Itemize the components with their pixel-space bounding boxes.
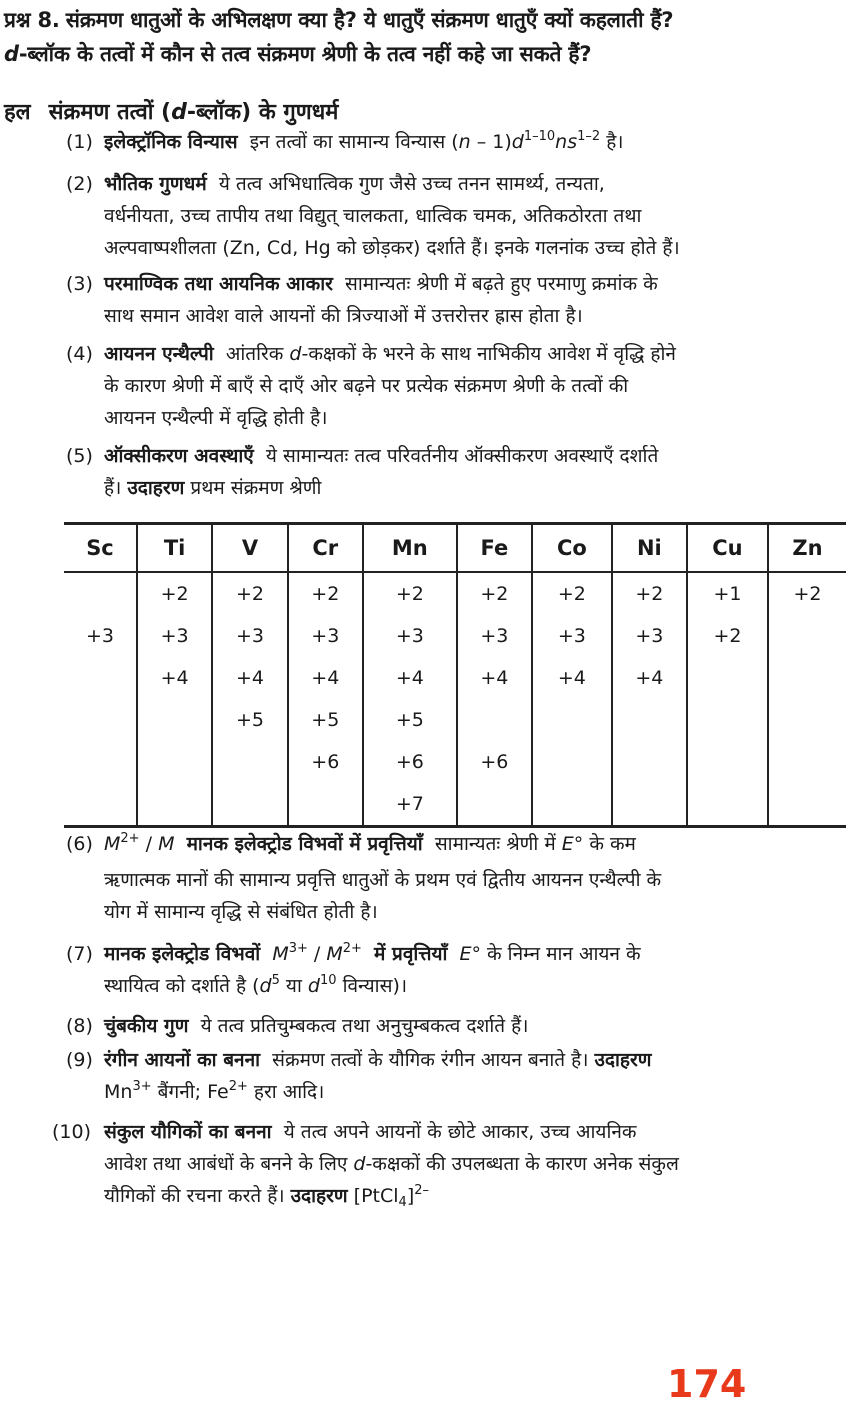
property-item-9 xyxy=(66,1044,846,1108)
column-header: Sc xyxy=(64,524,137,573)
item-text: योग में सामान्य वृद्धि से संबंधित होती है। xyxy=(104,901,378,923)
superscript: 5 xyxy=(271,973,280,988)
item-text: साथ समान आवेश वाले आयनों की त्रिज्याओं में उत्तरोत्तर ह्रास होता है। xyxy=(104,305,583,327)
item-text: वर्धनीयता, उच्च तापीय तथा विद्युत् चालकता, धात्विक चमक, अतिकठोरता तथा xyxy=(104,205,642,227)
table-cell: +2 xyxy=(793,583,822,605)
table-cell: +4 xyxy=(612,657,687,699)
property-item-10 xyxy=(52,1116,846,1212)
item-number: (6) xyxy=(66,833,93,855)
table-cell xyxy=(532,783,612,827)
column-header: Cu xyxy=(687,524,768,573)
item-text: या xyxy=(279,975,308,997)
table-cell: +5 xyxy=(212,699,287,741)
table-cell xyxy=(768,657,846,699)
oxidation-states-table xyxy=(64,522,846,828)
superscript: 2+ xyxy=(342,941,362,956)
table-cell: +2 xyxy=(612,572,687,615)
item-line xyxy=(52,1180,846,1212)
item-number: (1) xyxy=(66,131,93,153)
superscript: 3+ xyxy=(132,1079,152,1094)
item-line xyxy=(52,1148,846,1180)
table-cell xyxy=(768,615,846,657)
table-cell xyxy=(457,783,532,827)
item-title: आयनन एन्थैल्पी xyxy=(104,343,214,365)
table-cell xyxy=(137,699,212,741)
column-header: Ni xyxy=(612,524,687,573)
table-cell: +3 xyxy=(612,615,687,657)
item-text: बैंगनी; Fe xyxy=(151,1081,229,1103)
column-header: Zn xyxy=(768,524,846,573)
item-text: हरा आदि। xyxy=(247,1081,325,1103)
property-item-1 xyxy=(66,126,846,158)
item-text: Mn xyxy=(104,1081,133,1103)
item-text: अल्पवाष्पशीलता (Zn, Cd, Hg को छोड़कर) दर्शाते हैं। इनके गलनांक उच्च होते हैं। xyxy=(104,237,680,259)
table-cell: +2 xyxy=(532,572,612,615)
italic-n: n xyxy=(458,131,471,153)
table-cell: +4 xyxy=(288,657,363,699)
table-cell: +2 xyxy=(288,572,363,615)
table-cell xyxy=(288,783,363,827)
item-text: विन्यास)। xyxy=(336,975,408,997)
item-title: ऑक्सीकरण अवस्थाएँ xyxy=(104,445,254,467)
property-item-2 xyxy=(66,168,846,264)
italic-m: M xyxy=(158,833,175,855)
item-text: सामान्यतः श्रेणी में xyxy=(434,833,562,855)
item-text: के कारण श्रेणी में बाएँ से दाएँ ओर बढ़ने पर प्रत्येक संक्रमण श्रेणी के तत्वों की xyxy=(104,375,629,397)
item-text: प्रथम संक्रमण श्रेणी xyxy=(184,477,322,499)
slash: / xyxy=(139,833,159,855)
italic-ns: ns xyxy=(555,131,578,153)
item-text: – 1) xyxy=(470,131,512,153)
item-text: यौगिकों की रचना करते हैं। xyxy=(104,1185,285,1207)
table-cell: +2 xyxy=(212,572,287,615)
table-cell xyxy=(64,741,137,783)
property-item-8 xyxy=(66,1010,846,1042)
item-line xyxy=(66,970,846,1002)
table-cell xyxy=(457,699,532,741)
table-cell xyxy=(64,783,137,827)
table-cell: +4 xyxy=(363,657,457,699)
table-cell xyxy=(768,741,846,783)
column-header: V xyxy=(212,524,287,573)
slash: / xyxy=(307,943,327,965)
table-cell xyxy=(768,699,846,741)
item-text: सामान्यतः श्रेणी में बढ़ते हुए परमाणु क्रमांक के xyxy=(344,273,658,295)
table-cell: +3 xyxy=(363,615,457,657)
table-row xyxy=(64,657,846,699)
item-text: -कक्षकों की उपलब्धता के कारण अनेक संकुल xyxy=(365,1153,679,1175)
table-cell xyxy=(64,572,137,615)
item-title: संकुल यौगिकों का बनना xyxy=(104,1121,272,1143)
item-number: (4) xyxy=(66,343,93,365)
item-text: ये तत्व प्रतिचुम्बकत्व तथा अनुचुम्बकत्व दर्शाते हैं। xyxy=(200,1015,529,1037)
item-number: (5) xyxy=(66,445,93,467)
question-text-2: -ब्लॉक के तत्वों में कौन से तत्व संक्रमण श्रेणी के तत्व नहीं कहे जा सकते हैं? xyxy=(18,42,592,66)
complex-formula: [PtCl xyxy=(353,1185,399,1207)
table-cell: +6 xyxy=(363,741,457,783)
italic-e: E xyxy=(459,943,472,965)
table-row xyxy=(64,699,846,741)
item-text: स्थायित्व को दर्शाते है ( xyxy=(104,975,260,997)
page-number: 174 xyxy=(667,1362,747,1406)
table-cell: +5 xyxy=(288,699,363,741)
table-cell: +2 xyxy=(137,572,212,615)
italic-d: d xyxy=(289,343,302,365)
solution-title-post: -ब्लॉक) के गुणधर्म xyxy=(186,100,339,125)
table-cell xyxy=(64,699,137,741)
item-number: (10) xyxy=(52,1121,92,1143)
solution-title xyxy=(49,100,339,125)
solution-label: हल xyxy=(4,100,31,125)
item-title: भौतिक गुणधर्म xyxy=(104,173,207,195)
table-cell xyxy=(532,699,612,741)
item-text: -कक्षकों के भरने के साथ नाभिकीय आवेश में वृद्धि होने xyxy=(301,343,676,365)
item-title: में प्रवृत्तियाँ xyxy=(374,943,448,965)
item-text: है। xyxy=(600,131,624,153)
complex-formula: ] xyxy=(406,1185,415,1207)
table-cell xyxy=(137,741,212,783)
table-cell: +6 xyxy=(288,741,363,783)
table-cell: +6 xyxy=(457,741,532,783)
item-number: (3) xyxy=(66,273,93,295)
item-title: इलेक्ट्रॉनिक विन्यास xyxy=(104,131,238,153)
table-cell: +4 xyxy=(212,657,287,699)
table-cell: +2 xyxy=(457,572,532,615)
item-text: आंतरिक xyxy=(225,343,290,365)
table-cell xyxy=(212,783,287,827)
superscript: 2+ xyxy=(228,1079,248,1094)
table-row xyxy=(64,783,846,827)
superscript: 1–2 xyxy=(577,129,601,144)
table-cell: +7 xyxy=(363,783,457,827)
item-text: ° के निम्न मान आयन के xyxy=(471,943,641,965)
table-cell: +3 xyxy=(64,615,137,657)
item-text: ऋणात्मक मानों की सामान्य प्रवृत्ति धातुओं के प्रथम एवं द्वितीय आयनन एन्थैल्पी के xyxy=(104,869,662,891)
item-title: चुंबकीय गुण xyxy=(104,1015,189,1037)
table-cell: +3 xyxy=(137,615,212,657)
superscript: 2– xyxy=(414,1183,430,1198)
item-line xyxy=(66,1076,846,1108)
item-title: मानक इलेक्ट्रोड विभवों में प्रवृत्तियाँ xyxy=(186,833,423,855)
italic-m: M xyxy=(326,943,343,965)
item-title: रंगीन आयनों का बनना xyxy=(104,1049,261,1071)
question-line-1 xyxy=(4,6,673,34)
table-cell: +4 xyxy=(532,657,612,699)
table-row xyxy=(64,572,846,615)
table-cell xyxy=(687,783,768,827)
table-cell xyxy=(687,699,768,741)
question-number: प्रश्न 8. xyxy=(4,8,60,32)
item-number: (7) xyxy=(66,943,93,965)
property-item-6 xyxy=(66,828,846,928)
column-header: Mn xyxy=(363,524,457,573)
item-line xyxy=(66,472,846,504)
item-number: (8) xyxy=(66,1015,93,1037)
property-item-5 xyxy=(66,440,846,504)
item-text: ° के कम xyxy=(573,833,636,855)
property-item-7 xyxy=(66,938,846,1002)
item-text: संक्रमण तत्वों के यौगिक रंगीन आयन बनाते है। xyxy=(272,1049,589,1071)
table-cell xyxy=(687,657,768,699)
superscript: 3+ xyxy=(288,941,308,956)
table-cell xyxy=(212,741,287,783)
table-cell xyxy=(687,741,768,783)
solution-heading xyxy=(4,96,338,126)
table-cell: +5 xyxy=(363,699,457,741)
item-text: आयनन एन्थैल्पी में वृद्धि होती है। xyxy=(104,407,328,429)
italic-d: d xyxy=(171,100,187,125)
italic-d: d xyxy=(353,1153,366,1175)
table-cell: +2 xyxy=(363,572,457,615)
item-text: ये तत्व अभिधात्विक गुण जैसे उच्च तनन सामर्थ्य, तन्यता, xyxy=(218,173,605,195)
table-cell xyxy=(612,699,687,741)
italic-d: d xyxy=(4,42,19,66)
italic-e: E xyxy=(561,833,574,855)
table-header-row xyxy=(64,524,846,573)
italic-d: d xyxy=(511,131,524,153)
table-cell: +1 xyxy=(687,572,768,615)
item-number: (2) xyxy=(66,173,93,195)
item-number: (9) xyxy=(66,1049,93,1071)
italic-d: d xyxy=(259,975,272,997)
table-cell: +4 xyxy=(457,657,532,699)
example-label: उदाहरण xyxy=(290,1185,348,1207)
superscript: 1–10 xyxy=(523,129,556,144)
question-text: संक्रमण धातुओं के अभिलक्षण क्या है? ये धातुएँ संक्रमण धातुएँ क्यों कहलाती हैं? xyxy=(65,8,674,32)
item-title: परमाण्विक तथा आयनिक आकार xyxy=(104,273,333,295)
item-text: हैं। xyxy=(104,477,128,499)
italic-m: M xyxy=(104,833,121,855)
example-label: उदाहरण xyxy=(594,1049,652,1071)
table-cell: +3 xyxy=(288,615,363,657)
table-cell: +2 xyxy=(687,615,768,657)
item-text: आवेश तथा आबंधों के बनने के लिए xyxy=(104,1153,354,1175)
table-cell xyxy=(64,657,137,699)
column-header: Cr xyxy=(288,524,363,573)
question-line-2 xyxy=(4,40,591,68)
table-body xyxy=(64,572,846,827)
column-header: Co xyxy=(532,524,612,573)
superscript: 2+ xyxy=(120,831,140,846)
item-text: ये सामान्यतः तत्व परिवर्तनीय ऑक्सीकरण अवस्थाएँ दर्शाते xyxy=(265,445,659,467)
table-cell xyxy=(137,783,212,827)
table-cell: +3 xyxy=(457,615,532,657)
subscript: 4 xyxy=(398,1195,407,1210)
item-text: ये तत्व अपने आयनों के छोटे आकार, उच्च आयनिक xyxy=(283,1121,637,1143)
table-cell: +3 xyxy=(532,615,612,657)
italic-d: d xyxy=(307,975,320,997)
table-cell: +3 xyxy=(212,615,287,657)
table-cell xyxy=(768,783,846,827)
item-text: इन तत्वों का सामान्य विन्यास ( xyxy=(249,131,459,153)
superscript: 10 xyxy=(319,973,337,988)
column-header: Ti xyxy=(137,524,212,573)
example-label: उदाहरण xyxy=(127,477,185,499)
table-row xyxy=(64,741,846,783)
item-title: मानक इलेक्ट्रोड विभवों xyxy=(104,943,261,965)
property-item-3 xyxy=(66,268,846,332)
table-cell xyxy=(612,741,687,783)
table-cell xyxy=(532,741,612,783)
property-item-4 xyxy=(66,338,846,434)
table-cell xyxy=(612,783,687,827)
table-row xyxy=(64,615,846,657)
column-header: Fe xyxy=(457,524,532,573)
italic-m: M xyxy=(272,943,289,965)
solution-title-pre: संक्रमण तत्वों ( xyxy=(48,100,172,125)
table-cell: +4 xyxy=(137,657,212,699)
